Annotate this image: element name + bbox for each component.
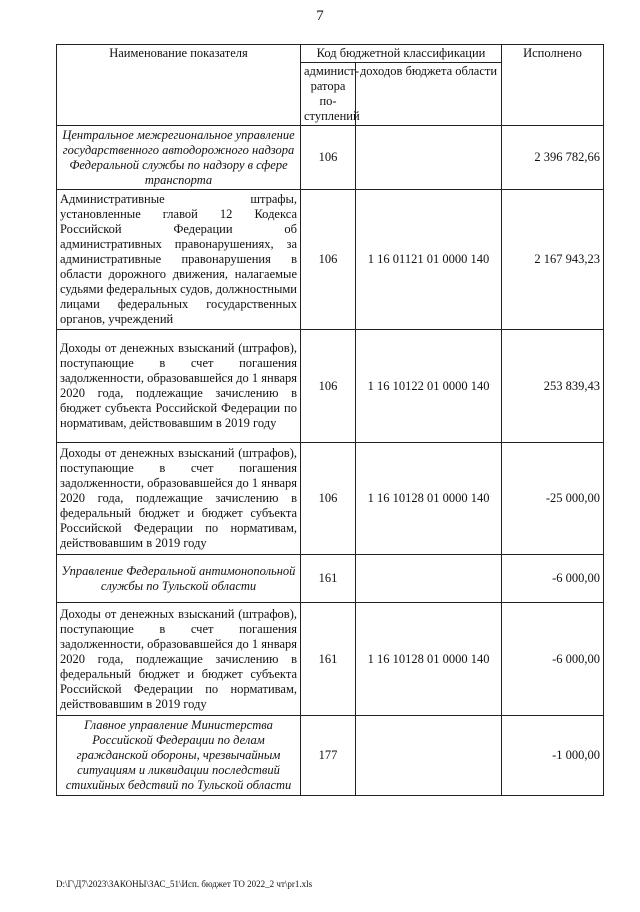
row-amount: -6 000,00 [502, 555, 604, 603]
row-name: Доходы от денежных взысканий (штрафов), поступающие в счет погашения задолженности, образовавшейся до 1 января 2020 года, подлежащие зачислению в федеральный бюджет и бюджет субъекта Российской Федерации по нормативам, действовавшим в 2019 году [57, 603, 301, 716]
header-executed: Исполнено [502, 45, 604, 126]
row-income-code: 1 16 10128 01 0000 140 [356, 603, 502, 716]
row-admin-code: 161 [301, 555, 356, 603]
table-row [57, 330, 604, 443]
row-admin-code: 177 [301, 716, 356, 796]
row-income-code: 1 16 10128 01 0000 140 [356, 443, 502, 555]
row-amount: -1 000,00 [502, 716, 604, 796]
table-row [57, 190, 604, 330]
row-income-code [356, 716, 502, 796]
page-number: 7 [316, 8, 324, 24]
row-name: Управление Федеральной антимонопольной службы по Тульской области [57, 555, 301, 603]
row-amount: 253 839,43 [502, 330, 604, 443]
row-income-code [356, 555, 502, 603]
row-name: Главное управление Министерства Российской Федерации по делам гражданской обороны, чрезвычайным ситуациям и ликвидации последствий стихийных бедствий по Тульской области [57, 716, 301, 796]
row-amount: 2 167 943,23 [502, 190, 604, 330]
row-amount: 2 396 782,66 [502, 126, 604, 190]
budget-execution-table [56, 44, 604, 796]
file-path-footer: D:\Г\Д7\2023\ЗАКОНЫ\ЗАС_51\Исп. бюджет ТО 2022_2 чт\pr1.xls [56, 879, 313, 889]
header-budget-classification: Код бюджетной классификации [301, 45, 502, 63]
row-admin-code: 106 [301, 190, 356, 330]
row-income-code: 1 16 10122 01 0000 140 [356, 330, 502, 443]
row-admin-code: 106 [301, 126, 356, 190]
header-indicator-name: Наименование показателя [57, 45, 301, 126]
row-admin-code: 106 [301, 330, 356, 443]
row-name: Доходы от денежных взысканий (штрафов), поступающие в счет погашения задолженности, образовавшейся до 1 января 2020 года, подлежащие зачислению в бюджет субъекта Российской Федерации по нормативам, действовавшим в 2019 году [57, 330, 301, 443]
row-admin-code: 106 [301, 443, 356, 555]
header-income-code: доходов бюджета области [356, 63, 502, 126]
table-row [57, 443, 604, 555]
header-admin-code: админист-ратора по-ступлений [301, 63, 356, 126]
row-income-code: 1 16 01121 01 0000 140 [356, 190, 502, 330]
table-row [57, 603, 604, 716]
row-name: Административные штрафы, установленные главой 12 Кодекса Российской Федерации об административных правонарушениях, за административные правонарушения в области дорожного движения, налагаемые судьями федеральных судов, должностными лицами федеральных государственных органов, учреждений [57, 190, 301, 330]
table-row [57, 716, 604, 796]
row-admin-code: 161 [301, 603, 356, 716]
row-income-code [356, 126, 502, 190]
row-amount: -25 000,00 [502, 443, 604, 555]
table-row [57, 555, 604, 603]
row-amount: -6 000,00 [502, 603, 604, 716]
row-name: Доходы от денежных взысканий (штрафов), поступающие в счет погашения задолженности, образовавшейся до 1 января 2020 года, подлежащие зачислению в федеральный бюджет и бюджет субъекта Российской Федерации по нормативам, действовавшим в 2019 году [57, 443, 301, 555]
table-row [57, 126, 604, 190]
row-name: Центральное межрегиональное управление государственного автодорожного надзора Федеральной службы по надзору в сфере транспорта [57, 126, 301, 190]
